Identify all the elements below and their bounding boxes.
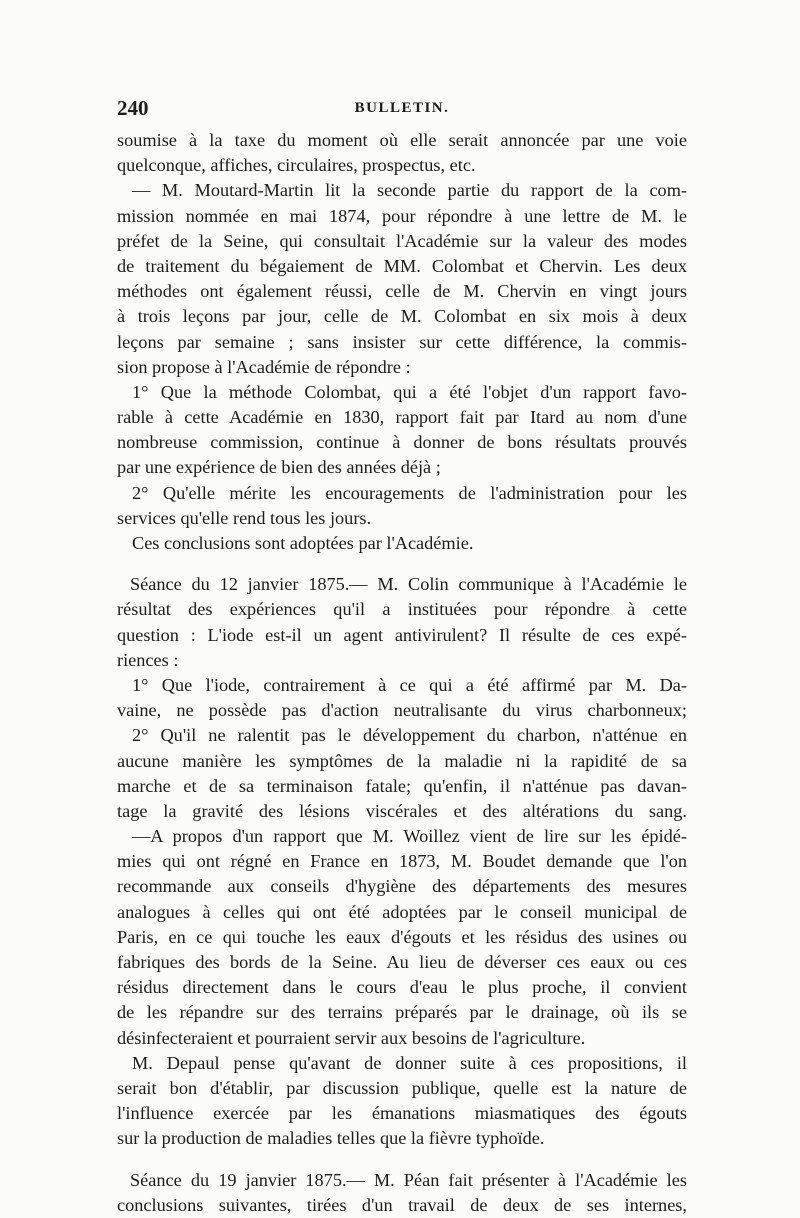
text-line: analogues à celles qui ont été adoptées par le conseil municipal de [117, 901, 687, 922]
text-line: vaine, ne possède pas d'action neutralisante du virus charbonneux; [117, 700, 687, 721]
text-line: M. Depaul pense qu'avant de donner suite à ces propositions, il [132, 1052, 687, 1073]
text-line: Séance du 12 janvier 1875.— M. Colin communique à l'Académie le [130, 574, 687, 595]
text-line: de traitement du bégaiement de MM. Colombat et Chervin. Les deux [117, 255, 687, 276]
text-line: à trois leçons par jour, celle de M. Colombat en six mois à deux [117, 306, 687, 327]
text-line: Séance du 19 janvier 1875.— M. Péan fait présenter à l'Académie les [130, 1169, 687, 1190]
text-line: 1° Que la méthode Colombat, qui a été l'objet d'un rapport favo- [132, 381, 687, 402]
text-line: nombreuse commission, continue à donner de bons résultats prouvés [117, 432, 687, 453]
text-line: leçons par semaine ; sans insister sur cette différence, la commis- [117, 331, 687, 352]
text-line: préfet de la Seine, qui consultait l'Académie sur la valeur des modes [117, 230, 687, 251]
text-line: sur la production de maladies telles que la fièvre typhoïde. [117, 1128, 545, 1149]
text-line: fabriques des bords de la Seine. Au lieu de déverser ces eaux ou ces [117, 952, 687, 972]
text-line: 2° Qu'elle mérite les encouragements de l'administration pour les [132, 482, 687, 503]
text-line: de les répandre sur des terrains préparés par le drainage, où ils se [117, 1002, 687, 1023]
text-line: méthodes ont également réussi, celle de M. Chervin en vingt jours [117, 281, 687, 302]
text-line: désinfecteraient et pourraient servir aux besoins de l'agriculture. [117, 1027, 586, 1048]
text-line: par une expérience de bien des années déjà ; [117, 457, 441, 478]
text-line: 2° Qu'il ne ralentit pas le développement du charbon, n'atténue en [132, 725, 687, 746]
page-number: 240 [117, 96, 149, 120]
text-line: soumise à la taxe du moment où elle serait annoncée par une voie [117, 130, 687, 150]
text-line: sion propose à l'Académie de répondre : [117, 356, 411, 377]
text-line: mission nommée en mai 1874, pour répondre à une lettre de M. le [117, 205, 687, 226]
text-line: marche et de sa terminaison fatale; qu'enfin, il n'atténue pas davan- [117, 775, 687, 796]
text-line: l'influence exercée par les émanations miasmatiques des égouts [117, 1103, 687, 1124]
text-line: quelconque, affiches, circulaires, prospectus, etc. [117, 155, 476, 176]
text-line: rable à cette Académie en 1830, rapport fait par Itard au nom d'une [117, 407, 687, 428]
paragraph-gap [117, 1152, 687, 1168]
text-line: aucune manière les symptômes de la maladie ni la rapidité de sa [117, 750, 687, 771]
text-line: services qu'elle rend tous les jours. [117, 507, 372, 528]
text-line: — M. Moutard-Martin lit la seconde partie du rapport de la com- [132, 180, 687, 201]
text-line: tage la gravité des lésions viscérales et des altérations du sang. [117, 800, 687, 821]
text-line: Paris, en ce qui touche les eaux d'égouts et les résidus des usines ou [117, 926, 687, 947]
page-header [117, 96, 687, 126]
paragraph-gap [117, 556, 687, 572]
text-line: mies qui ont régné en France en 1873, M. Boudet demande que l'on [117, 851, 687, 872]
text-line: riences : [117, 649, 179, 670]
text-line: résultat des expériences qu'il a instituées pour répondre à cette [117, 599, 687, 620]
text-line: —A propos d'un rapport que M. Woillez vient de lire sur les épidé- [132, 826, 687, 847]
text-line: conclusions suivantes, tirées d'un travail de deux de ses internes, [117, 1194, 687, 1215]
page-body [117, 128, 687, 1218]
running-title: BULLETIN. [354, 100, 450, 116]
text-line: résidus directement dans le cours d'eau le plus proche, il convient [117, 977, 687, 998]
text-line: Ces conclusions sont adoptées par l'Académie. [132, 533, 474, 553]
text-line: recommande aux conseils d'hygiène des départements des mesures [117, 876, 687, 897]
text-line: question : L'iode est-il un agent antivirulent? Il résulte de ces expé- [117, 624, 687, 645]
text-line: serait bon d'établir, par discussion publique, quelle est la nature de [117, 1077, 687, 1098]
text-line: 1° Que l'iode, contrairement à ce qui a été affirmé par M. Da- [132, 674, 687, 695]
